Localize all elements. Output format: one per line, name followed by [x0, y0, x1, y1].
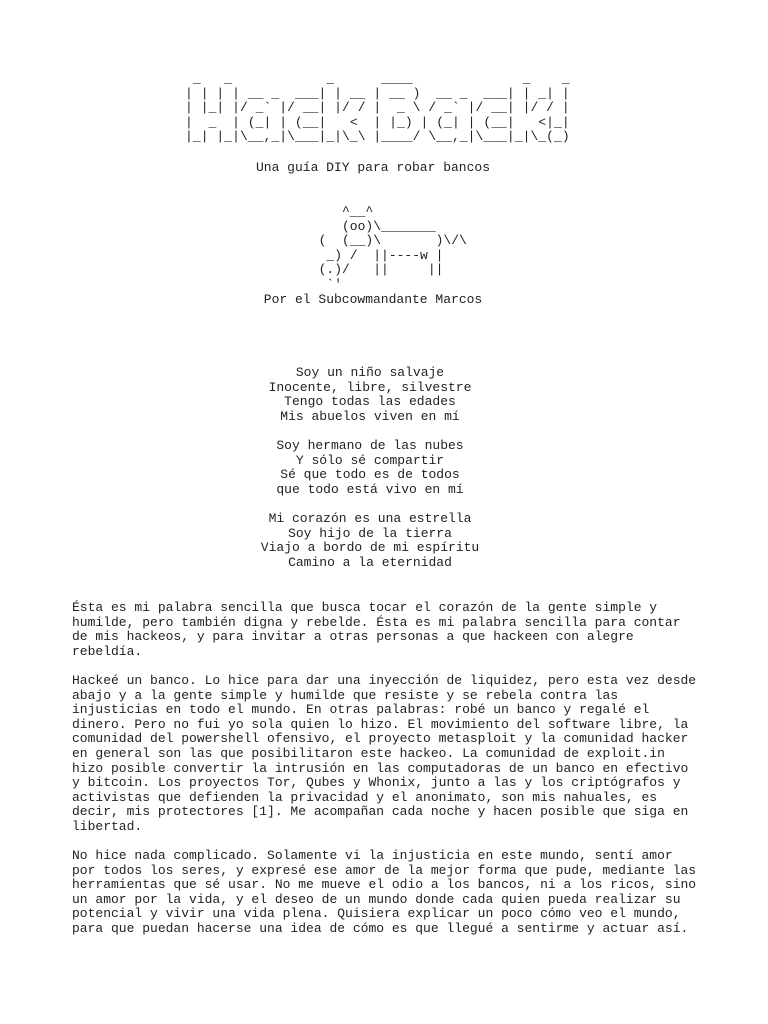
- paragraph-line: hizo posible convertir la intrusión en las computadoras de un banco en efectivo: [72, 760, 689, 776]
- poem-line: Viajo a bordo de mi espíritu: [260, 540, 480, 556]
- poem-line: Sé que todo es de todos: [280, 467, 460, 483]
- poem-stanza: [0, 366, 740, 424]
- paragraph-line: injusticias en todo el mundo. En otras palabras: robé un banco y regalé el: [72, 702, 650, 718]
- paragraph-line: potencial y vivir una vida plena. Quisiera explicar un poco cómo veo el mundo,: [72, 906, 681, 922]
- paragraph-line: herramientas que sé usar. No me mueve el odio a los bancos, ni a los ricos, sino: [72, 877, 697, 893]
- poem-stanza: [0, 439, 740, 497]
- poem-line: Inocente, libre, silvestre: [268, 379, 472, 395]
- poem-line: Tengo todas las edades: [284, 394, 456, 410]
- paragraph-line: para que puedan hacerse una idea de cómo es que llegué a sentirme y actuar así.: [72, 921, 689, 937]
- poem-line: Mi corazón es una estrella: [268, 510, 472, 526]
- poem-line: Soy un niño salvaje: [295, 365, 445, 380]
- paragraph-line: dinero. Pero no fui yo sola quien lo hizo. El movimiento del software libre, la: [72, 716, 689, 732]
- paragraph: [72, 601, 692, 659]
- paragraph-line: y bitcoin. Los proyectos Tor, Qubes y Whonix, junto a las y los criptógrafos y: [72, 775, 681, 791]
- poem-line: Y sólo sé compartir: [295, 452, 445, 468]
- paragraph-line: activistas que defienden la privacidad y el anonimato, son mis nahuales, es: [72, 789, 658, 805]
- paragraph-line: por todos los seres, y expresé ese amor de la mejor forma que pude, mediante las: [72, 862, 697, 878]
- paragraph: [72, 672, 697, 835]
- paragraph-line: decir, mis protectores [1]. Me acompañan cada noche y hacen posible que siga en: [72, 804, 689, 820]
- prose-body: [72, 600, 697, 951]
- paragraph-line: un amor por la vida, y el deseo de un mundo donde cada quien pueda realizar su: [72, 891, 681, 907]
- poem-line: que todo está vivo en mí: [276, 481, 464, 497]
- poem: [0, 366, 740, 585]
- paragraph: [72, 848, 697, 937]
- paragraph-line: No hice nada complicado. Solamente vi la injusticia en este mundo, sentí amor: [72, 848, 673, 864]
- paragraph-line: Hackeé un banco. Lo hice para dar una inyección de liquidez, pero esta vez desde: [72, 672, 697, 688]
- paragraph-line: abajo y a la gente simple y humilde que resiste y se rebela contra las: [72, 687, 619, 703]
- poem-line: Mis abuelos viven en mí: [280, 408, 460, 424]
- paragraph-line: comunidad del powershell ofensivo, el proyecto metasploit y la comunidad hacker: [72, 731, 689, 747]
- document-subtitle: Una guía DIY para robar bancos: [255, 160, 491, 175]
- paragraph-line: rebeldía.: [72, 643, 143, 659]
- document-author: Por el Subcowmandante Marcos: [263, 292, 483, 307]
- poem-stanza: [0, 512, 740, 570]
- poem-line: Camino a la eternidad: [288, 554, 452, 570]
- ascii-art-cow: ^__^ (oo)\_______ ( (__)\ )\/\ _) / ||----w | (.)/ || || `': [318, 204, 467, 292]
- poem-line: Soy hijo de la tierra: [288, 525, 452, 541]
- paragraph-line: en general son las que posibilitaron este hackeo. La comunidad de exploit.in: [72, 745, 665, 761]
- paragraph-line: de mis hackeos, y para invitar a otras personas a que hackeen con alegre: [72, 629, 634, 645]
- paragraph-line: humilde, pero también digna y rebelde. Ésta es mi palabra sencilla para contar: [72, 614, 681, 630]
- paragraph-line: Ésta es mi palabra sencilla que busca tocar el corazón de la gente simple y: [72, 600, 658, 615]
- paragraph-line: libertad.: [72, 818, 143, 834]
- poem-line: Soy hermano de las nubes: [276, 437, 464, 453]
- ascii-art-banner: _ _ _ ____ _ _ | | | | __ _ ___| | __ | __ ) __ _ ___| | _| | | |_| |/ _` |/ __| |/ / | _ \ / _` |/ __| |/ / | | _ | (_| | (__| < | |_) | (_| | (__| <|_| |_| |_|\__,_|\___|_|\_\ |____/ \__,_|\___|_|\_(_): [185, 71, 570, 145]
